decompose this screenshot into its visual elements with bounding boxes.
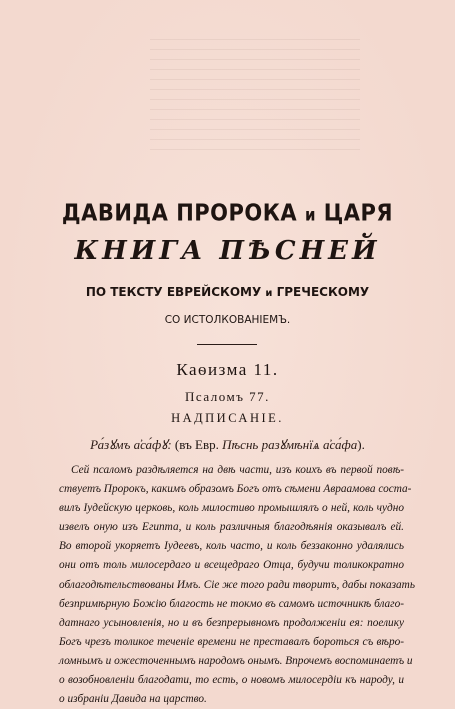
paragraph-line: они отъ толь милосердаго и всещедраго Отца, будучи толикократно (59, 559, 404, 572)
subtitle-part: ПО ТЕКСТУ ЕВРЕЙСКОМУ (85, 285, 266, 299)
title-note-end: ). (357, 437, 365, 452)
psalm-heading: Псаломъ 77. (185, 389, 270, 404)
divider-rule (197, 344, 257, 345)
inscription-heading: НАДПИСАНІЕ. (171, 411, 284, 425)
title-note: (въ Евр. (171, 437, 223, 452)
paragraph-line: вилъ Іудейскую церковь, коль милостиво промышлялъ о ней, коль чудно (59, 502, 404, 515)
psalm-title-line (0, 435, 455, 453)
paragraph-line: безпримѣрную Божію благость не токмо въ самомъ источникѣ благо- (59, 597, 404, 610)
paragraph-line: Сей псаломъ раздѣляется на двѣ части, изъ коихъ въ первой повѣ- (71, 464, 404, 476)
paragraph-line: ломнымъ и ожесточеннымъ народомъ онымъ. Впрочемъ воспоминаетъ и (59, 654, 413, 667)
book-title-line-2: КНИГА ПѢСНЕЙ (74, 236, 381, 266)
title-part: ДАВИДА ПРОРОКА (61, 199, 305, 226)
commentary-paragraph (59, 461, 415, 709)
paragraph-line: Во второй укоряетъ Іудеевъ, коль часто, и коль беззаконно удалялись (59, 540, 404, 553)
paragraph-line: о избраніи Давида на царство. (59, 693, 207, 706)
subtitle-part: ГРЕЧЕСКОМУ (272, 285, 370, 299)
paragraph-line: о возобновленіи благодати, то есть, о новомъ милосердіи къ народу, и (59, 674, 404, 687)
show-through-text (150, 30, 360, 150)
subtitle-conjunction: и (265, 288, 273, 299)
with-interpretation-line: СО ИСТОЛКОВАНІЕМЪ. (164, 314, 291, 326)
kathisma-heading: Каѳизма 11. (176, 360, 279, 379)
paragraph-line: ствуетъ Пророкъ, какимъ образомъ Богъ отъ сѣмени Авраамова соста- (59, 483, 412, 496)
slavonic-title-hebrew: Пѣснь разꙋмѣнїѧ а҆са́фа (222, 437, 358, 452)
slavonic-title: Ра́зꙋмъ а҆са́фꙋ: (90, 437, 172, 452)
book-title-line-1 (0, 199, 455, 226)
paragraph-line: извелъ оную изъ Египта, и коль различныя благодѣянія оказывалъ ей. (59, 521, 404, 534)
title-part: ЦАРЯ (316, 199, 394, 226)
paragraph-line: облагодѣтельствованы Имъ. Сіе же того ради творитъ, дабы показать (59, 578, 415, 591)
paragraph-line: Богъ чрезъ толикое теченіе времени не преставалъ бороться съ вѣро- (59, 635, 404, 648)
paragraph-line: датнаго усыновленія, но и въ безпрерывномъ продолженіи ея: поелику (59, 616, 404, 629)
title-conjunction: и (304, 204, 316, 225)
book-subtitle (0, 285, 455, 299)
